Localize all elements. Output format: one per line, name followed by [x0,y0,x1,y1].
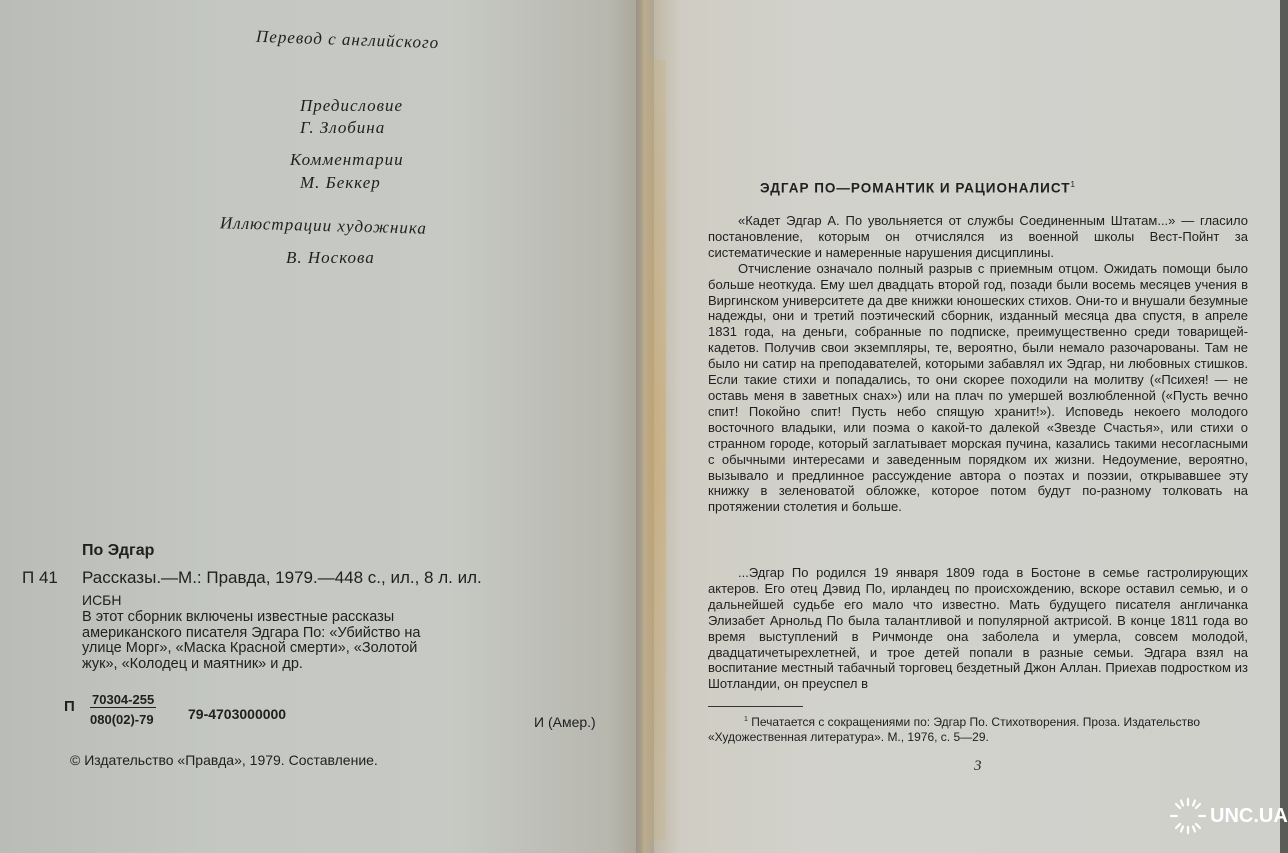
credit-comments-label: Комментарии [290,150,404,169]
imprint-isbn: ИСБН [82,592,122,608]
imprint-p-letter: П [64,698,75,715]
article-title-note: 1 [1070,180,1076,189]
imprint-author: По Эдгар [82,542,155,559]
watermark [1168,796,1288,836]
imprint-classification: И (Амер.) [534,714,596,730]
imprint-copyright: © Издательство «Правда», 1979. Составление. [70,752,378,768]
article-title [760,180,1076,196]
imprint-description: Рассказы.—М.: Правда, 1979.—448 с., ил., 8 л. ил. [82,568,482,587]
article-body-1 [708,213,1248,515]
footnote-text: Печатается с сокращениями по: Эдгар По. Стихотворения. Проза. Издательство «Художественная литература». М., 1976, с. 5—29. [708,715,1201,744]
credit-preface-name: Г. Злобина [300,118,386,137]
imprint-code: П 41 [22,568,58,587]
imprint-number: 79-4703000000 [188,706,287,722]
paragraph: «Кадет Эдгар А. По увольняется от службы Соединенным Штатам...» — гласило постановление, которым он отчислялся из военной школы Вест-Пойнт за систематические и намеренные нарушения дисциплины. [708,213,1248,260]
credit-preface-label: Предисловие [300,96,404,115]
credit-illustrations-label: Иллюстрации художника [219,213,428,238]
footnote-rule [708,706,803,707]
imprint-annotation: В этот сборник включены известные рассказы американского писателя Эдгара По: «Убийство на улице Морг», «Маска Красной смерти», «Золотой жук», «Колодец и маятник» и др. [82,609,421,672]
footnote [708,712,1228,745]
article-body-2 [708,565,1248,692]
left-page [0,0,642,853]
imprint-fraction-top: 70304-255 [92,692,155,707]
footnote-mark: 1 [744,716,748,723]
imprint-fraction-bottom: 080(02)-79 [90,712,154,727]
credit-translation: Перевод с английского [255,26,440,53]
page-number: 3 [974,758,982,774]
page-stain [648,60,666,840]
article-title-text: ЭДГАР ПО—РОМАНТИК И РАЦИОНАЛИСТ [760,180,1071,196]
sun-burst-icon [1168,796,1208,836]
credit-illustrations-name: В. Носкова [286,248,375,267]
credit-comments-name: М. Беккер [300,173,381,192]
paragraph: Отчисление означало полный разрыв с приемным отцом. Ожидать помощи было больше неоткуда. Ему шел двадцать второй год, позади были восемь месяцев учения в Виргинском университете да две книжки юношеских стихов. Они-то и внушали безумные надежды, они и третий поэтический сборник, изданный месяца два спустя, в апреле 1831 года, на деньги, собранные по подписке, преимущественно среди товарищей-кадетов. Получив свои экземпляры, те, вероятно, были немало разочарованы. Там не было ни сатир на преподавателей, которыми забавлял их Эдгар, ни любовных стишков. Если такие стихи и попадались, то они скорее походили на молитву («Психея! — не оставь меня в заветных снах») или на плач по умершей возлюбленной («Пусть вечно спит! Покойно спит! Пусть небо спящую хранит!»). Исповедь некоего молодого восточного владыки, или поэма о какой-то далекой «Звезде Счастья», или стихи о странном городе, который заглатывает морская пучина, казались такими несогласными с обычными интересами и заведенным порядком их жизни. Недоумение, вероятно, вызывало и предлинное рассуждение автора о поэтах и поэзии, открывавшее эту книжку в зеленоватой обложке, которое потом будут по-разному толковать на протяжении столетия и больше. [708,260,1248,515]
paragraph: ...Эдгар По родился 19 января 1809 года в Бостоне в семье гастролирующих актеров. Его отец Дэвид По, ирландец по происхождению, вскоре оставил семью, и о дальнейшей судьбе его мало что известно. Мать будущего писателя англичанка Элизабет Арнольд По была талантливой и популярной актрисой. В конце 1811 года во время выступлений в Ричмонде она заболела и умерла, совсем молодой, двадцатичетырехлетней, и трое детей попали в разные семьи. Эдгара взял на воспитание местный табачный торговец бездетный Джон Аллан. Приехав подростком из Шотландии, он преуспел в [708,565,1248,692]
watermark-text: UNC.UA [1210,804,1288,827]
